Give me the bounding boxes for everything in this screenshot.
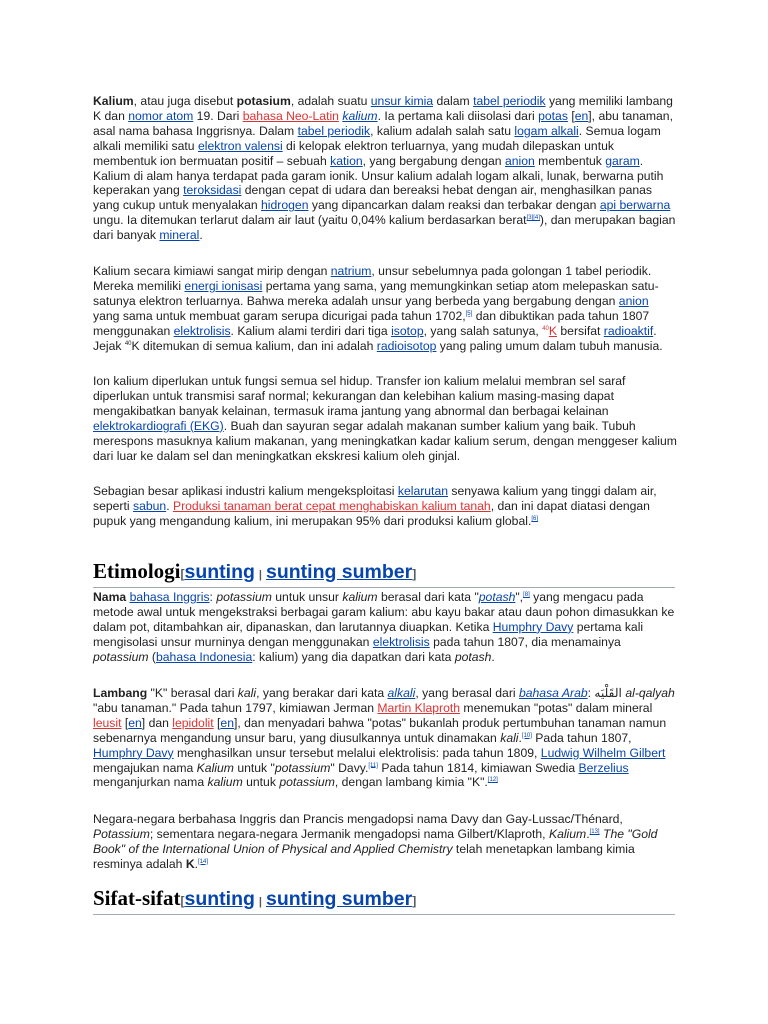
link-radioisotop[interactable]: radioisotop bbox=[376, 338, 437, 353]
link-potas[interactable]: potas bbox=[538, 108, 568, 123]
text: ), dan merupakan bagian dari banyak bbox=[93, 213, 676, 243]
text: untuk bbox=[242, 775, 280, 790]
text: Pada tahun 1807, bbox=[531, 730, 632, 745]
link-en[interactable]: en bbox=[128, 715, 142, 730]
citation-link[interactable]: [3][4] bbox=[526, 215, 540, 222]
text: , dan ini dapat diatasi dengan pupuk yang mengandung kalium, ini merupakan 95% dari produksi kalium global. bbox=[93, 498, 650, 528]
text: . Semua logam alkali memiliki satu bbox=[93, 123, 661, 153]
text: ] dan bbox=[141, 715, 173, 730]
citation-link[interactable]: [5] bbox=[465, 310, 473, 317]
text: : bbox=[209, 590, 217, 604]
text: Negara-negara berbahasa Inggris dan Prancis mengadopsi nama Davy dan Gay-Lussac/Thénard, bbox=[93, 812, 623, 826]
italic-term: Kalium bbox=[548, 826, 587, 841]
text: bersifat bbox=[557, 323, 604, 338]
adoption-paragraph bbox=[93, 812, 678, 872]
text: : bbox=[587, 686, 595, 700]
link-unsur-kimia[interactable]: unsur kimia bbox=[370, 94, 434, 108]
text: , kalium adalah salah satu bbox=[370, 123, 515, 138]
text: . Buah dan sayuran segar adalah makanan sumber kalium yang baik. Tubuh merespons masuknya kalium makanan, yang meningkatkan kadar kalium serum, dengan menggeser kalium dari luar ke dalam sel dan meningkatkan ekskresi kalium oleh ginjal. bbox=[93, 418, 677, 463]
link-logam-alkali[interactable]: logam alkali bbox=[514, 123, 579, 138]
link-natrium[interactable]: natrium bbox=[330, 264, 372, 278]
text: ungu. Ia ditemukan terlarut dalam air laut (yaitu 0,04% kalium berdasarkan berat bbox=[93, 213, 527, 228]
link-leusit[interactable]: leusit bbox=[93, 715, 122, 730]
citation bbox=[523, 592, 530, 598]
text: [ bbox=[121, 715, 129, 730]
edit-bracket: ] bbox=[412, 567, 417, 581]
text: ( bbox=[148, 649, 156, 664]
citation bbox=[531, 516, 538, 522]
text: membentuk bbox=[534, 153, 606, 168]
text: : kalium) yang dia dapatkan dari kata bbox=[252, 649, 455, 664]
italic-term: kalium bbox=[207, 775, 243, 790]
text: ], dan menyadari bahwa "potas" bukanlah produk pertumbuhan tanaman namun sebenarnya mengandung unsur baru, yang diusulkannya untuk dinamakan bbox=[93, 715, 667, 745]
link-bahasa-inggris[interactable]: bahasa Inggris bbox=[129, 590, 210, 604]
citation-link[interactable]: [11] bbox=[368, 762, 378, 769]
link-alkali[interactable]: alkali bbox=[387, 686, 416, 700]
link-en[interactable]: en bbox=[574, 108, 589, 123]
text: yang memiliki lambang K dan bbox=[93, 94, 673, 123]
citation bbox=[522, 733, 532, 739]
link-kalium[interactable]: kalium bbox=[342, 108, 378, 123]
edit-bracket: ] bbox=[412, 894, 417, 908]
text: di kelopak elektron terluarnya, yang mudah dilepaskan untuk membentuk ion bermuatan positif – sebuah bbox=[93, 138, 614, 168]
heading-title: Etimologi bbox=[93, 559, 181, 583]
text: Pada tahun 1814, kimiawan Swedia bbox=[377, 760, 579, 775]
mass-number-text: 40 bbox=[124, 340, 132, 347]
link-energi-ionisasi[interactable]: energi ionisasi bbox=[184, 278, 263, 293]
edit-link[interactable]: sunting bbox=[184, 561, 255, 583]
text: . bbox=[194, 856, 199, 871]
text: pertama yang sama, yang memungkinkan setiap atom melepaskan satu-satunya elektron terluarnya. Bahwa mereka adalah unsur yang berbeda yang bergabung dengan bbox=[93, 278, 659, 308]
edit-link-wrapper bbox=[185, 561, 255, 583]
section-heading-sifat-sifat bbox=[93, 884, 675, 915]
citation-link[interactable]: [14] bbox=[198, 858, 209, 865]
text: untuk " bbox=[233, 760, 275, 775]
citation bbox=[198, 859, 208, 865]
link-tabel-periodik-2[interactable]: tabel periodik bbox=[297, 123, 371, 138]
link-sabun[interactable]: sabun bbox=[132, 498, 167, 513]
link-elektrolisis[interactable]: elektrolisis bbox=[173, 323, 231, 338]
mass-number bbox=[125, 340, 132, 346]
text: dalam bbox=[433, 94, 474, 108]
link-kation[interactable]: kation bbox=[330, 153, 363, 168]
text: . bbox=[166, 498, 173, 513]
link-berzelius[interactable]: Berzelius bbox=[578, 760, 629, 775]
text: menemukan "potas" dalam mineral bbox=[460, 700, 653, 715]
arabic-term: القَلْيَه bbox=[594, 686, 622, 700]
link-mineral[interactable]: mineral bbox=[159, 228, 200, 243]
text: K ditemukan di semua kalium, dan ini adalah bbox=[131, 338, 377, 353]
text: dengan cepat di udara dan bereaksi hebat dengan air, menghasilkan panas yang cukup untuk menyalakan bbox=[93, 183, 653, 213]
link-humphry-davy[interactable]: Humphry Davy bbox=[492, 619, 574, 634]
link-elektrokardiografi[interactable]: elektrokardiografi (EKG) bbox=[93, 418, 224, 433]
link-lepidolit[interactable]: lepidolit bbox=[172, 715, 214, 730]
bold-term: K bbox=[185, 856, 195, 871]
italic-term: al-qalyah bbox=[625, 686, 675, 700]
citation-link[interactable]: [10] bbox=[521, 732, 532, 739]
text: . Ia pertama kali diisolasi dari bbox=[377, 108, 539, 123]
biology-paragraph bbox=[93, 374, 678, 463]
text: menganjurkan nama bbox=[93, 775, 208, 790]
text: , yang salah satunya, bbox=[423, 323, 543, 338]
bold-term: Lambang bbox=[93, 686, 148, 700]
link-ludwig-wilhelm-gilbert[interactable]: Ludwig Wilhelm Gilbert bbox=[540, 745, 666, 760]
text: "abu tanaman." Pada tahun 1797, kimiawan Jerman bbox=[93, 700, 378, 715]
bold-term: potasium bbox=[236, 94, 291, 108]
text: yang dipancarkan dalam reaksi dan terbakar dengan bbox=[308, 198, 600, 213]
text: ", bbox=[515, 590, 524, 604]
link-bahasa-neo-latin[interactable]: bahasa Neo-Latin bbox=[242, 108, 339, 123]
link-kelarutan[interactable]: kelarutan bbox=[397, 484, 448, 498]
link-api-berwarna[interactable]: api berwarna bbox=[599, 198, 671, 213]
text: untuk unsur bbox=[271, 590, 343, 604]
name-paragraph bbox=[93, 590, 678, 665]
text: ], abu tanaman, asal nama bahasa Inggrisnya. Dalam bbox=[93, 108, 673, 138]
link-kalium-40[interactable]: K bbox=[548, 323, 558, 338]
link-anion[interactable]: anion bbox=[504, 153, 535, 168]
edit-source-link[interactable]: sunting sumber bbox=[265, 561, 413, 583]
text: [ bbox=[213, 715, 221, 730]
text: , atau juga disebut bbox=[133, 94, 237, 108]
text: , unsur sebelumnya pada golongan 1 tabel periodik. Mereka memiliki bbox=[93, 264, 652, 293]
link-anion[interactable]: anion bbox=[618, 293, 649, 308]
text: senyawa kalium yang tinggi dalam air, seperti bbox=[93, 484, 657, 513]
text: 19. Dari bbox=[193, 108, 243, 123]
link-en[interactable]: en bbox=[220, 715, 234, 730]
citation-link[interactable]: [6] bbox=[531, 515, 539, 522]
text: . bbox=[199, 228, 203, 243]
link-nomor-atom[interactable]: nomor atom bbox=[128, 108, 194, 123]
text: Sebagian besar aplikasi industri kalium mengeksploitasi bbox=[93, 484, 398, 498]
link-elektron-valensi[interactable]: elektron valensi bbox=[197, 138, 283, 153]
citation-link[interactable]: [8] bbox=[523, 591, 530, 598]
text: yang paling umum dalam tubuh manusia. bbox=[436, 338, 663, 353]
link-potash[interactable]: potash bbox=[478, 590, 516, 604]
link-garam[interactable]: garam bbox=[605, 153, 640, 168]
link-isotop[interactable]: isotop bbox=[391, 323, 424, 338]
bold-term: Nama bbox=[93, 590, 127, 604]
text: mengajukan nama bbox=[93, 760, 197, 775]
citation-link[interactable]: [12] bbox=[487, 777, 498, 784]
link-bahasa-arab[interactable]: bahasa Arab bbox=[518, 686, 588, 700]
italic-term: potassium bbox=[279, 775, 335, 790]
text: . Kalium alami terdiri dari tiga bbox=[230, 323, 392, 338]
italic-term: The "Gold Book" of the International Union of Physical and Applied Chemistry bbox=[93, 826, 658, 856]
text: , yang berasal dari bbox=[415, 686, 519, 700]
italic-term: potassium bbox=[274, 760, 331, 775]
italic-term: kalium bbox=[342, 590, 378, 604]
text: pada tahun 1807, dia menamainya bbox=[429, 634, 621, 649]
text: menghasilkan unsur tersebut melalui elektrolisis: pada tahun 1809, bbox=[173, 745, 541, 760]
text: , adalah suatu bbox=[290, 94, 371, 108]
text: Ion kalium diperlukan untuk fungsi semua sel hidup. Transfer ion kalium melalui membran sel saraf diperlukan untuk transmisi saraf normal; kekurangan dan kelebihan kalium masing-masing dapat mengakibatkan banyak kelainan, termasuk irama jantung yang abnormal dan berbagai kelainan bbox=[93, 374, 626, 418]
link-elektrolisis[interactable]: elektrolisis bbox=[372, 634, 430, 649]
link-tabel-periodik[interactable]: tabel periodik bbox=[473, 94, 546, 108]
link-humphry-davy[interactable]: Humphry Davy bbox=[93, 745, 174, 760]
bold-term: Kalium bbox=[93, 94, 134, 108]
section-heading-etimologi bbox=[93, 557, 675, 588]
text: pertama kali mengisolasi unsur murninya dengan menggunakan bbox=[93, 619, 644, 649]
text: yang mengacu pada metode awal untuk mengekstraksi berbagai garam kalium: abu kayu bakar atau daun pohon dimasukkan ke dalam pot, ditambahkan air, dipanaskan, dan larutannya diuapkan. Ketika bbox=[93, 590, 675, 634]
mass-number bbox=[542, 326, 549, 332]
text: . bbox=[586, 826, 590, 841]
heading-title: Sifat-sifat bbox=[93, 886, 181, 910]
text: dan dibuktikan pada tahun 1807 menggunakan bbox=[93, 308, 650, 338]
citation bbox=[368, 762, 378, 768]
italic-term: potassium bbox=[93, 649, 149, 664]
text: , yang berakar dari kata bbox=[256, 686, 388, 700]
text: . bbox=[518, 730, 522, 745]
italic-term: Potassium bbox=[93, 826, 150, 841]
italic-term: Kalium bbox=[196, 760, 234, 775]
edit-bracket: [ bbox=[180, 567, 185, 581]
link-hidrogen[interactable]: hidrogen bbox=[261, 198, 309, 213]
link-bahasa-indonesia[interactable]: bahasa Indonesia bbox=[156, 649, 253, 664]
mass-number-text: 40 bbox=[542, 325, 549, 332]
text: , yang bergabung dengan bbox=[362, 153, 505, 168]
text: . bbox=[491, 649, 495, 664]
text: . Kalium di alam hanya terdapat pada garam ionik. Unsur kalium adalah logam alkali, lunak, berwarna putih keperakan yang bbox=[93, 153, 664, 198]
industry-paragraph bbox=[93, 484, 678, 529]
link-produksi-tanaman[interactable]: Produksi tanaman berat cepat menghabiskan kalium tanah bbox=[172, 498, 491, 513]
link-martin-klaproth[interactable]: Martin Klaproth bbox=[377, 700, 461, 715]
text: [ bbox=[567, 108, 575, 123]
text: . Jejak bbox=[93, 323, 657, 353]
text: " Davy. bbox=[330, 760, 369, 775]
text: Kalium secara kimiawi sangat mirip dengan bbox=[93, 264, 331, 278]
citation bbox=[488, 777, 498, 783]
citation bbox=[590, 829, 600, 835]
edit-bracket: [ bbox=[180, 894, 185, 908]
edit-separator: | bbox=[258, 569, 262, 581]
text: "K" berasal dari bbox=[147, 686, 238, 700]
edit-source-link-wrapper bbox=[266, 888, 412, 910]
italic-term: kali bbox=[500, 730, 519, 745]
text: ; sementara negara-negara Jermanik mengadopsi nama Gilbert/Klaproth, bbox=[149, 826, 549, 841]
italic-term: kali bbox=[237, 686, 257, 700]
edit-source-link-wrapper bbox=[266, 561, 412, 583]
citation bbox=[527, 215, 540, 221]
edit-link-wrapper bbox=[185, 888, 255, 910]
italic-term: potassium bbox=[216, 590, 272, 604]
text: yang sama untuk membuat garam serupa dicurigai pada tahun 1702, bbox=[93, 308, 466, 323]
citation-link[interactable]: [13] bbox=[589, 828, 600, 835]
edit-separator: | bbox=[258, 896, 262, 908]
text: berasal dari kata " bbox=[377, 590, 479, 604]
italic-term: potash bbox=[454, 649, 492, 664]
link-radioaktif[interactable]: radioaktif bbox=[603, 323, 654, 338]
intro-paragraph bbox=[93, 94, 678, 243]
link-teroksidasi[interactable]: teroksidasi bbox=[183, 183, 242, 198]
text: telah menetapkan lambang kimia resminya adalah bbox=[93, 841, 635, 871]
text: , dengan lambang kimia "K". bbox=[334, 775, 488, 790]
symbol-paragraph bbox=[93, 686, 678, 790]
edit-link[interactable]: sunting bbox=[184, 888, 255, 910]
chemistry-paragraph bbox=[93, 264, 678, 353]
edit-source-link[interactable]: sunting sumber bbox=[265, 888, 413, 910]
